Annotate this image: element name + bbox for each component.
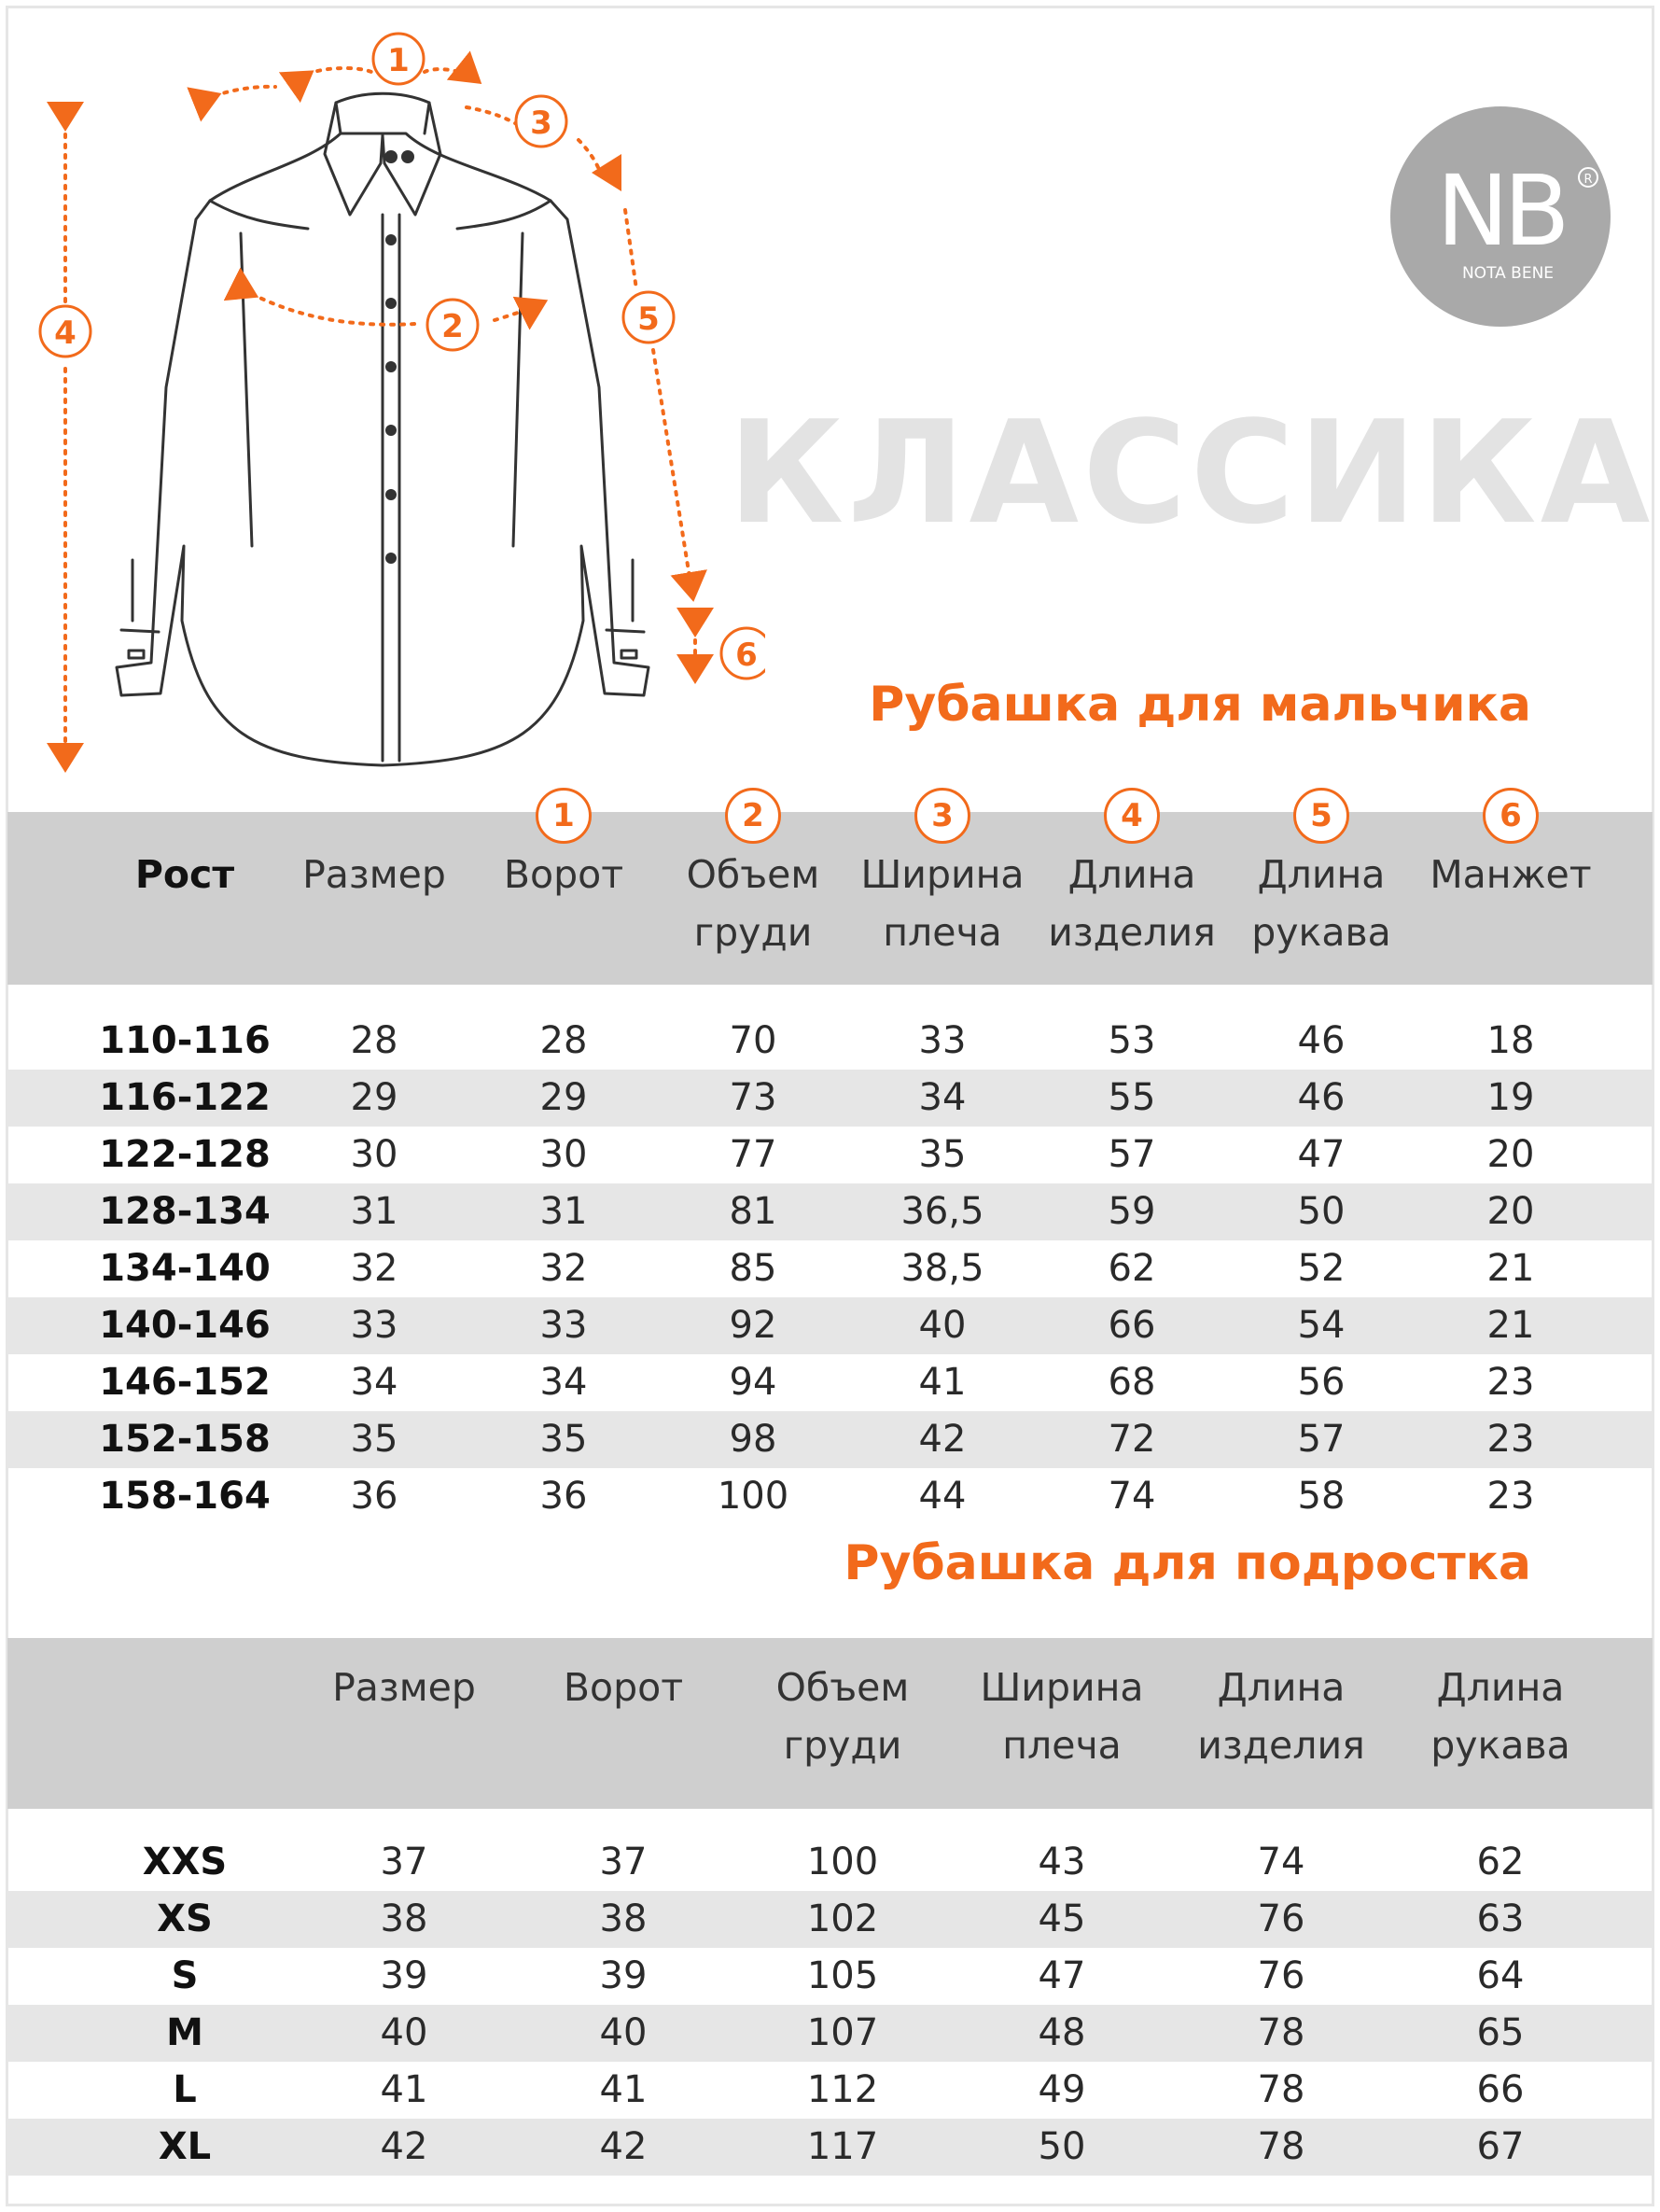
table-cell: 100 [717, 1475, 789, 1518]
table-cell: 56 [1297, 1361, 1346, 1404]
table-cell: 34 [918, 1076, 967, 1119]
table-cell: 42 [380, 2125, 428, 2168]
table-cell: 37 [380, 1841, 428, 1883]
table-cell: 47 [1038, 1954, 1086, 1997]
table-row [7, 2005, 1653, 2062]
table-cell: 23 [1486, 1475, 1535, 1518]
column-header-line: Длина [1067, 852, 1196, 897]
table-cell: 39 [599, 1954, 648, 1997]
column-header-line: Рост [134, 852, 235, 897]
size-label-cell: XL [158, 2125, 212, 2168]
table-cell: 76 [1257, 1897, 1305, 1940]
column-header-line: Ширина [980, 1665, 1144, 1710]
table-cell: 102 [806, 1897, 879, 1940]
table-cell: 58 [1297, 1475, 1346, 1518]
height-range-cell: 146-152 [99, 1361, 271, 1404]
height-range-cell: 116-122 [99, 1076, 271, 1119]
column-header-line: изделия [1048, 910, 1216, 955]
svg-text:6: 6 [735, 637, 758, 674]
table-cell: 21 [1486, 1247, 1535, 1290]
column-header [281, 846, 467, 903]
svg-text:4: 4 [54, 315, 77, 352]
height-range-cell: 128-134 [99, 1190, 271, 1233]
table-cell: 74 [1108, 1475, 1156, 1518]
table-cell: 20 [1486, 1133, 1535, 1176]
table-cell: 62 [1108, 1247, 1156, 1290]
column-header [1417, 846, 1604, 903]
column-header [1174, 1659, 1388, 1774]
column-header-line: Длина [1436, 1665, 1565, 1710]
table-row [7, 1127, 1653, 1183]
svg-text:2: 2 [441, 308, 464, 345]
column-header-line: Ворот [563, 1665, 684, 1710]
table-cell: 21 [1486, 1304, 1535, 1347]
table-cell: 78 [1257, 2011, 1305, 2054]
size-label-cell: S [171, 1954, 199, 1997]
teens-table-header [7, 1638, 1653, 1809]
table-cell: 38 [380, 1897, 428, 1940]
table-row [7, 1468, 1653, 1525]
table-cell: 57 [1108, 1133, 1156, 1176]
table-cell: 70 [729, 1019, 777, 1062]
table-cell: 33 [539, 1304, 588, 1347]
table-row [7, 2119, 1653, 2176]
svg-text:3: 3 [530, 105, 552, 142]
table-cell: 47 [1297, 1133, 1346, 1176]
header-marker-4-icon: 4 [1104, 788, 1160, 844]
table-cell: 35 [918, 1133, 967, 1176]
table-cell: 18 [1486, 1019, 1535, 1062]
column-header [1039, 846, 1225, 961]
table-row [7, 1297, 1653, 1354]
table-cell: 85 [729, 1247, 777, 1290]
size-label-cell: L [173, 2068, 197, 2111]
table-cell: 45 [1038, 1897, 1086, 1940]
column-header [1393, 1659, 1608, 1774]
brand-logo [1388, 105, 1612, 329]
table-cell: 42 [599, 2125, 648, 2168]
header-marker-1-icon: 1 [536, 788, 592, 844]
header-marker-5-icon: 5 [1293, 788, 1349, 844]
table-cell: 98 [729, 1418, 777, 1461]
table-cell: 76 [1257, 1954, 1305, 1997]
column-header [516, 1659, 731, 1716]
column-header [955, 1659, 1169, 1774]
table-row [7, 1354, 1653, 1411]
table-cell: 23 [1486, 1418, 1535, 1461]
column-header-line: груди [783, 1723, 902, 1768]
table-cell: 29 [350, 1076, 398, 1119]
table-cell: 59 [1108, 1190, 1156, 1233]
column-header-line: Длина [1217, 1665, 1346, 1710]
table-cell: 43 [1038, 1841, 1086, 1883]
table-cell: 23 [1486, 1361, 1535, 1404]
table-cell: 41 [918, 1361, 967, 1404]
table-cell: 46 [1297, 1019, 1346, 1062]
table-row [7, 1183, 1653, 1240]
table-cell: 32 [539, 1247, 588, 1290]
table-cell: 107 [806, 2011, 879, 2054]
table-cell: 117 [806, 2125, 879, 2168]
table-cell: 50 [1038, 2125, 1086, 2168]
table-cell: 35 [350, 1418, 398, 1461]
table-cell: 28 [539, 1019, 588, 1062]
table-row [7, 1070, 1653, 1127]
shirt-outline-icon [117, 93, 649, 765]
table-cell: 64 [1476, 1954, 1525, 1997]
shirt-measurement-diagram [28, 23, 765, 798]
table-cell: 30 [350, 1133, 398, 1176]
column-header-line: Манжет [1430, 852, 1592, 897]
table-cell: 48 [1038, 2011, 1086, 2054]
table-cell: 81 [729, 1190, 777, 1233]
height-range-cell: 134-140 [99, 1247, 271, 1290]
column-header-line: плеча [1002, 1723, 1122, 1768]
table-cell: 54 [1297, 1304, 1346, 1347]
column-header [297, 1659, 511, 1716]
height-range-cell: 158-164 [99, 1475, 271, 1518]
column-header [91, 846, 278, 903]
table-cell: 36 [350, 1475, 398, 1518]
table-cell: 29 [539, 1076, 588, 1119]
table-row [7, 1948, 1653, 2005]
height-range-cell: 110-116 [99, 1019, 271, 1062]
column-header-line: Ширина [860, 852, 1025, 897]
table-cell: 92 [729, 1304, 777, 1347]
table-cell: 62 [1476, 1841, 1525, 1883]
header-marker-2-icon: 2 [725, 788, 781, 844]
table-cell: 94 [729, 1361, 777, 1404]
height-range-cell: 152-158 [99, 1418, 271, 1461]
table-cell: 46 [1297, 1076, 1346, 1119]
table-cell: 105 [806, 1954, 879, 1997]
table-row [7, 1411, 1653, 1468]
table-cell: 36 [539, 1475, 588, 1518]
height-range-cell: 140-146 [99, 1304, 271, 1347]
marker-2-icon [427, 300, 478, 350]
table-cell: 63 [1476, 1897, 1525, 1940]
table-cell: 31 [350, 1190, 398, 1233]
table-cell: 78 [1257, 2068, 1305, 2111]
table-cell: 42 [918, 1418, 967, 1461]
column-header [660, 846, 846, 961]
size-label-cell: M [166, 2011, 203, 2054]
table-cell: 34 [539, 1361, 588, 1404]
table-cell: 37 [599, 1841, 648, 1883]
svg-text:5: 5 [637, 301, 660, 338]
table-cell: 20 [1486, 1190, 1535, 1233]
table-cell: 78 [1257, 2125, 1305, 2168]
table-cell: 66 [1108, 1304, 1156, 1347]
table-cell: 35 [539, 1418, 588, 1461]
table-cell: 41 [380, 2068, 428, 2111]
table-cell: 44 [918, 1475, 967, 1518]
table-row [7, 2062, 1653, 2119]
table-cell: 40 [380, 2011, 428, 2054]
column-header-line: груди [693, 910, 813, 955]
header-marker-3-icon: 3 [914, 788, 970, 844]
column-header [1228, 846, 1415, 961]
table-cell: 33 [918, 1019, 967, 1062]
boys-table-header [7, 797, 1653, 985]
svg-text:R: R [1583, 173, 1593, 187]
headline: КЛАССИКА [728, 390, 1654, 555]
table-cell: 32 [350, 1247, 398, 1290]
header-marker-6-icon: 6 [1483, 788, 1539, 844]
table-cell: 39 [380, 1954, 428, 1997]
table-cell: 52 [1297, 1247, 1346, 1290]
table-cell: 36,5 [900, 1190, 984, 1233]
column-header-line: изделия [1197, 1723, 1365, 1768]
table-cell: 68 [1108, 1361, 1156, 1404]
column-header-line: Размер [302, 852, 446, 897]
boys-section-title: Рубашка для мальчика [869, 677, 1531, 733]
marker-6-icon [721, 628, 765, 679]
table-cell: 31 [539, 1190, 588, 1233]
column-header [849, 846, 1036, 961]
column-header-line: Размер [332, 1665, 476, 1710]
svg-text:1: 1 [387, 42, 410, 79]
table-cell: 40 [918, 1304, 967, 1347]
table-cell: 34 [350, 1361, 398, 1404]
column-header-line: рукава [1430, 1723, 1570, 1768]
column-header-line: Объем [686, 852, 820, 897]
marker-5-icon [623, 292, 674, 343]
table-cell: 112 [806, 2068, 879, 2111]
table-row [7, 1013, 1653, 1070]
column-header-line: плеча [883, 910, 1002, 955]
size-label-cell: XS [157, 1897, 213, 1940]
table-cell: 65 [1476, 2011, 1525, 2054]
table-cell: 77 [729, 1133, 777, 1176]
column-header-line: рукава [1251, 910, 1391, 955]
measurement-markers [40, 34, 765, 679]
table-cell: 28 [350, 1019, 398, 1062]
table-cell: 73 [729, 1076, 777, 1119]
svg-text:NB: NB [1436, 154, 1565, 268]
size-label-cell: XXS [142, 1841, 228, 1883]
table-cell: 55 [1108, 1076, 1156, 1119]
table-cell: 66 [1476, 2068, 1525, 2111]
table-cell: 74 [1257, 1841, 1305, 1883]
column-header-line: Объем [775, 1665, 910, 1710]
marker-3-icon [516, 96, 566, 147]
table-cell: 41 [599, 2068, 648, 2111]
table-cell: 53 [1108, 1019, 1156, 1062]
table-cell: 38 [599, 1897, 648, 1940]
column-header-line: Длина [1257, 852, 1386, 897]
table-cell: 49 [1038, 2068, 1086, 2111]
table-cell: 67 [1476, 2125, 1525, 2168]
marker-4-icon [40, 306, 91, 357]
table-cell: 57 [1297, 1418, 1346, 1461]
teens-section-title: Рубашка для подростка [844, 1535, 1531, 1591]
table-cell: 38,5 [900, 1247, 984, 1290]
table-cell: 40 [599, 2011, 648, 2054]
column-header [470, 846, 657, 903]
table-cell: 72 [1108, 1418, 1156, 1461]
table-row [7, 1240, 1653, 1297]
table-cell: 50 [1297, 1190, 1346, 1233]
marker-1-icon [373, 34, 424, 84]
table-cell: 30 [539, 1133, 588, 1176]
table-cell: 19 [1486, 1076, 1535, 1119]
table-row [7, 1891, 1653, 1948]
table-cell: 100 [806, 1841, 879, 1883]
table-cell: 33 [350, 1304, 398, 1347]
table-row [7, 1834, 1653, 1891]
column-header [735, 1659, 950, 1774]
svg-text:NOTA BENE: NOTA BENE [1461, 264, 1555, 283]
column-header-line: Ворот [503, 852, 624, 897]
height-range-cell: 122-128 [99, 1133, 271, 1176]
